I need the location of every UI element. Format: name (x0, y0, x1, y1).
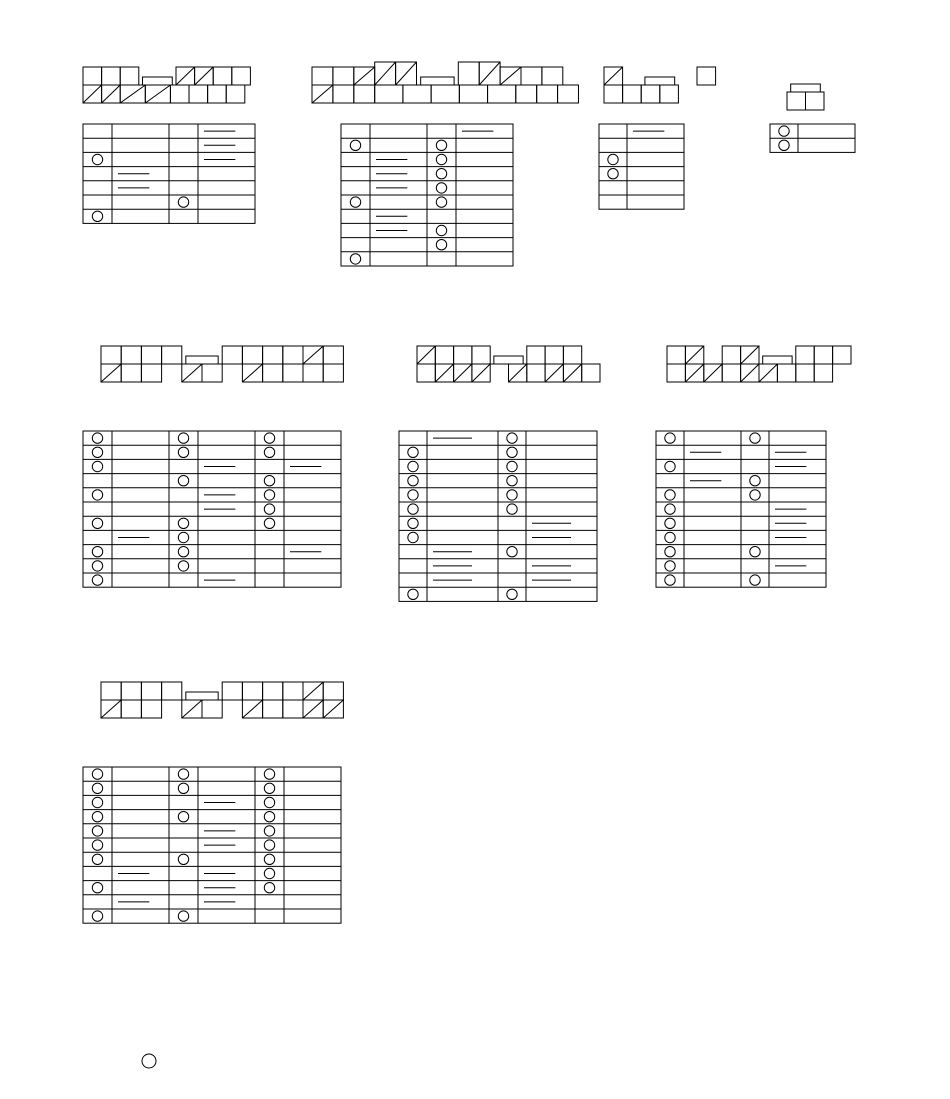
wire-circle-mark (92, 797, 102, 807)
wire-circle-mark (178, 911, 188, 921)
face-cell (604, 85, 623, 103)
face-cell (472, 346, 490, 364)
wire-circle-mark (92, 854, 102, 864)
face-cell (323, 346, 343, 364)
wire-circle-mark (264, 854, 274, 864)
wire-circle-mark (178, 547, 188, 557)
blank-cavity-mark (303, 346, 323, 364)
pin-group (255, 767, 341, 923)
locking-tab (791, 84, 821, 92)
wire-circle-mark (665, 561, 675, 571)
face-cell (833, 346, 851, 364)
pin-table-c5 (83, 431, 341, 587)
face-cell (121, 682, 141, 700)
wire-circle-mark (92, 211, 102, 221)
wire-circle-mark (507, 490, 517, 500)
blank-cavity-mark (454, 364, 472, 382)
wire-circle-mark (350, 197, 360, 207)
face-cell (283, 346, 303, 364)
face-cell (312, 67, 333, 85)
face-cell (431, 85, 459, 103)
wire-circle-mark (178, 447, 188, 457)
wire-circle-mark (408, 447, 418, 457)
connector-face-c8 (101, 682, 343, 718)
blank-cavity-mark (509, 364, 527, 382)
blank-cavity-mark (563, 364, 581, 382)
blank-cavity-mark (176, 67, 195, 85)
face-cell (582, 364, 600, 382)
face-cell (226, 85, 245, 103)
connector-face-c3 (604, 67, 716, 103)
face-cell (162, 682, 182, 700)
wire-circle-mark (665, 532, 675, 542)
pin-group (656, 431, 741, 587)
wire-circle-mark (507, 476, 517, 486)
face-cell (454, 346, 472, 364)
face-cell (283, 700, 303, 718)
pin-table-c6 (399, 431, 597, 601)
face-cell (458, 62, 479, 85)
blank-cavity-mark (375, 62, 396, 85)
face-cell (667, 364, 685, 382)
connector-face-c4 (787, 84, 824, 110)
wire-circle-mark (92, 840, 102, 850)
wire-circle-mark (436, 169, 446, 179)
wire-circle-mark (264, 490, 274, 500)
wire-circle-mark (92, 433, 102, 443)
connector-face-c2 (312, 62, 578, 103)
face-cell (222, 682, 242, 700)
wire-circle-mark (264, 883, 274, 893)
face-cell (697, 67, 716, 85)
face-cell (787, 92, 806, 110)
wire-circle-mark (350, 140, 360, 150)
face-cell (563, 346, 581, 364)
blank-cavity-mark (83, 85, 102, 103)
wire-circle-mark (264, 783, 274, 793)
face-cell (516, 85, 537, 103)
locking-tab (494, 356, 523, 364)
wire-circle-mark (178, 812, 188, 822)
blank-cavity-mark (472, 364, 490, 382)
wire-circle-mark (264, 797, 274, 807)
blank-cavity-mark (323, 700, 343, 718)
wire-circle-mark (665, 547, 675, 557)
wire-circle-mark (92, 826, 102, 836)
face-cell (121, 700, 141, 718)
face-cell (202, 700, 222, 718)
wire-circle-mark (92, 769, 102, 779)
connector-face-c7 (667, 346, 851, 382)
blank-cavity-mark (145, 85, 170, 103)
legend (142, 1054, 156, 1068)
face-cell (170, 85, 189, 103)
blank-cavity-mark (479, 62, 500, 85)
pin-table-c8 (83, 767, 341, 923)
blank-cavity-mark (685, 346, 703, 364)
face-cell (141, 346, 161, 364)
face-cell (796, 364, 814, 382)
blank-cavity-mark (101, 364, 121, 382)
face-cell (527, 364, 545, 382)
connector-face-c6 (417, 346, 600, 382)
face-cell (222, 346, 242, 364)
blank-cavity-mark (604, 67, 623, 85)
face-cell (417, 364, 435, 382)
wire-circle-mark (92, 154, 102, 164)
wire-circle-mark (408, 589, 418, 599)
face-cell (242, 682, 262, 700)
wire-circle-mark (436, 140, 446, 150)
wire-circle-mark (264, 840, 274, 850)
wire-circle-mark (92, 575, 102, 585)
wire-circle-mark (264, 504, 274, 514)
wire-circle-mark (178, 518, 188, 528)
face-cell (101, 346, 121, 364)
face-cell (459, 85, 487, 103)
face-cell (121, 346, 141, 364)
blank-cavity-mark (182, 364, 202, 382)
blank-cavity-mark (242, 700, 262, 718)
connector-face-c1 (83, 67, 250, 103)
wire-circle-mark (264, 518, 274, 528)
wire-circle-mark (92, 911, 102, 921)
face-cell (323, 364, 343, 382)
wire-circle-mark (92, 561, 102, 571)
face-cell (141, 364, 161, 382)
wire-circle-mark (507, 589, 517, 599)
blank-cavity-mark (435, 364, 453, 382)
face-cell (375, 85, 403, 103)
face-cell (283, 682, 303, 700)
wire-circle-mark (408, 532, 418, 542)
wire-circle-mark (178, 783, 188, 793)
face-cell (333, 85, 354, 103)
face-cell (162, 346, 182, 364)
blank-cavity-mark (545, 364, 563, 382)
wire-circle-mark (92, 518, 102, 528)
wire-circle-mark (408, 518, 418, 528)
wire-circle-mark (665, 518, 675, 528)
face-cell (303, 364, 323, 382)
wire-circle-mark (92, 447, 102, 457)
face-cell (623, 85, 642, 103)
wire-circle-mark (507, 433, 517, 443)
face-cell (121, 364, 141, 382)
blank-cavity-mark (101, 700, 121, 718)
wire-circle-mark (779, 126, 789, 136)
face-cell (213, 67, 232, 85)
wire-circle-mark (264, 476, 274, 486)
wire-circle-mark (264, 868, 274, 878)
face-cell (488, 85, 516, 103)
wire-circle-mark (264, 826, 274, 836)
blank-cavity-mark (303, 700, 323, 718)
face-cell (722, 346, 740, 364)
wire-circle-mark (436, 225, 446, 235)
face-cell (545, 346, 563, 364)
blank-cavity-mark (759, 364, 777, 382)
wire-circle-mark (264, 812, 274, 822)
pin-table-c7 (656, 431, 826, 587)
pin-table-c3 (599, 124, 684, 209)
face-cell (101, 682, 121, 700)
face-cell (263, 700, 283, 718)
pin-group (255, 431, 341, 587)
blank-cavity-mark (242, 364, 262, 382)
wire-circle-mark (178, 197, 188, 207)
wire-circle-mark (408, 504, 418, 514)
face-cell (141, 700, 161, 718)
face-cell (814, 346, 832, 364)
wire-circle-mark (750, 476, 760, 486)
blank-cavity-mark (102, 85, 121, 103)
face-cell (806, 92, 825, 110)
wire-circle-mark (92, 783, 102, 793)
wire-circle-mark (408, 461, 418, 471)
blank-cavity-mark (396, 62, 417, 85)
wire-circle-mark (436, 183, 446, 193)
locking-tab (645, 77, 675, 85)
wire-circle-mark (665, 490, 675, 500)
face-cell (354, 85, 375, 103)
wire-circle-mark (750, 433, 760, 443)
blank-cavity-mark (195, 67, 214, 85)
face-cell (660, 85, 679, 103)
blank-cavity-mark (354, 67, 375, 85)
wire-circle-mark (408, 476, 418, 486)
face-cell (208, 85, 227, 103)
wire-circle-mark (92, 461, 102, 471)
wire-circle-mark (178, 532, 188, 542)
blank-cavity-mark (500, 67, 521, 85)
locking-tab (186, 692, 218, 700)
wire-circle-mark (264, 769, 274, 779)
wire-circle-mark (408, 490, 418, 500)
face-cell (558, 85, 579, 103)
pin-group (169, 124, 255, 223)
wire-circle-mark (92, 883, 102, 893)
pin-table-c4 (770, 124, 855, 152)
face-cell (403, 85, 431, 103)
blank-cavity-mark (704, 364, 722, 382)
wire-circle-mark (507, 547, 517, 557)
wire-circle-mark (507, 461, 517, 471)
face-cell (435, 346, 453, 364)
wire-circle-mark (665, 433, 675, 443)
wire-circle-mark (92, 490, 102, 500)
pin-group (83, 431, 169, 587)
wire-circle-mark (608, 169, 618, 179)
pin-table-c1 (83, 124, 255, 223)
wire-circle-mark (92, 547, 102, 557)
blank-cavity-mark (312, 85, 333, 103)
wire-circle-mark (264, 433, 274, 443)
pin-group (83, 767, 169, 923)
face-cell (242, 346, 262, 364)
face-cell (667, 346, 685, 364)
legend-circle-symbol (142, 1054, 156, 1068)
wire-circle-mark (665, 575, 675, 585)
blank-cavity-mark (417, 346, 435, 364)
wire-circle-mark (507, 447, 517, 457)
blank-cavity-mark (182, 700, 202, 718)
face-cell (283, 364, 303, 382)
locking-tab (186, 356, 218, 364)
face-cell (641, 85, 660, 103)
wire-circle-mark (92, 812, 102, 822)
blank-cavity-mark (741, 346, 759, 364)
face-cell (202, 364, 222, 382)
blank-cavity-mark (303, 682, 323, 700)
wire-circle-mark (608, 154, 618, 164)
wire-circle-mark (436, 240, 446, 250)
pin-tables (83, 124, 855, 923)
face-cell (542, 67, 563, 85)
locking-tab (421, 77, 454, 85)
wire-circle-mark (750, 575, 760, 585)
wire-circle-mark (665, 504, 675, 514)
pin-table-c2 (341, 124, 513, 266)
face-cell (323, 682, 343, 700)
wire-circle-mark (779, 140, 789, 150)
wire-circle-mark (178, 476, 188, 486)
blank-cavity-mark (741, 364, 759, 382)
locking-tab (763, 356, 792, 364)
wire-circle-mark (665, 461, 675, 471)
wire-circle-mark (178, 769, 188, 779)
wire-circle-mark (750, 490, 760, 500)
face-cell (777, 364, 795, 382)
face-cell (527, 346, 545, 364)
face-cell (120, 67, 139, 85)
face-cell (722, 364, 740, 382)
blank-cavity-mark (120, 85, 145, 103)
wire-circle-mark (436, 154, 446, 164)
locking-tab (143, 77, 173, 85)
face-cell (189, 85, 208, 103)
face-cell (102, 67, 121, 85)
wire-circle-mark (350, 254, 360, 264)
face-cell (83, 67, 102, 85)
connector-face-c5 (101, 346, 343, 382)
wire-circle-mark (264, 447, 274, 457)
wire-circle-mark (750, 547, 760, 557)
blank-cavity-mark (685, 364, 703, 382)
face-cell (141, 682, 161, 700)
wire-circle-mark (178, 433, 188, 443)
wire-circle-mark (436, 197, 446, 207)
face-cell (263, 682, 283, 700)
face-cell (521, 67, 542, 85)
face-cell (814, 364, 832, 382)
face-cell (333, 67, 354, 85)
face-cell (263, 364, 283, 382)
wire-circle-mark (178, 561, 188, 571)
face-cell (796, 346, 814, 364)
face-cell (232, 67, 251, 85)
face-cell (263, 346, 283, 364)
wire-circle-mark (178, 854, 188, 864)
wire-circle-mark (507, 504, 517, 514)
face-cell (537, 85, 558, 103)
